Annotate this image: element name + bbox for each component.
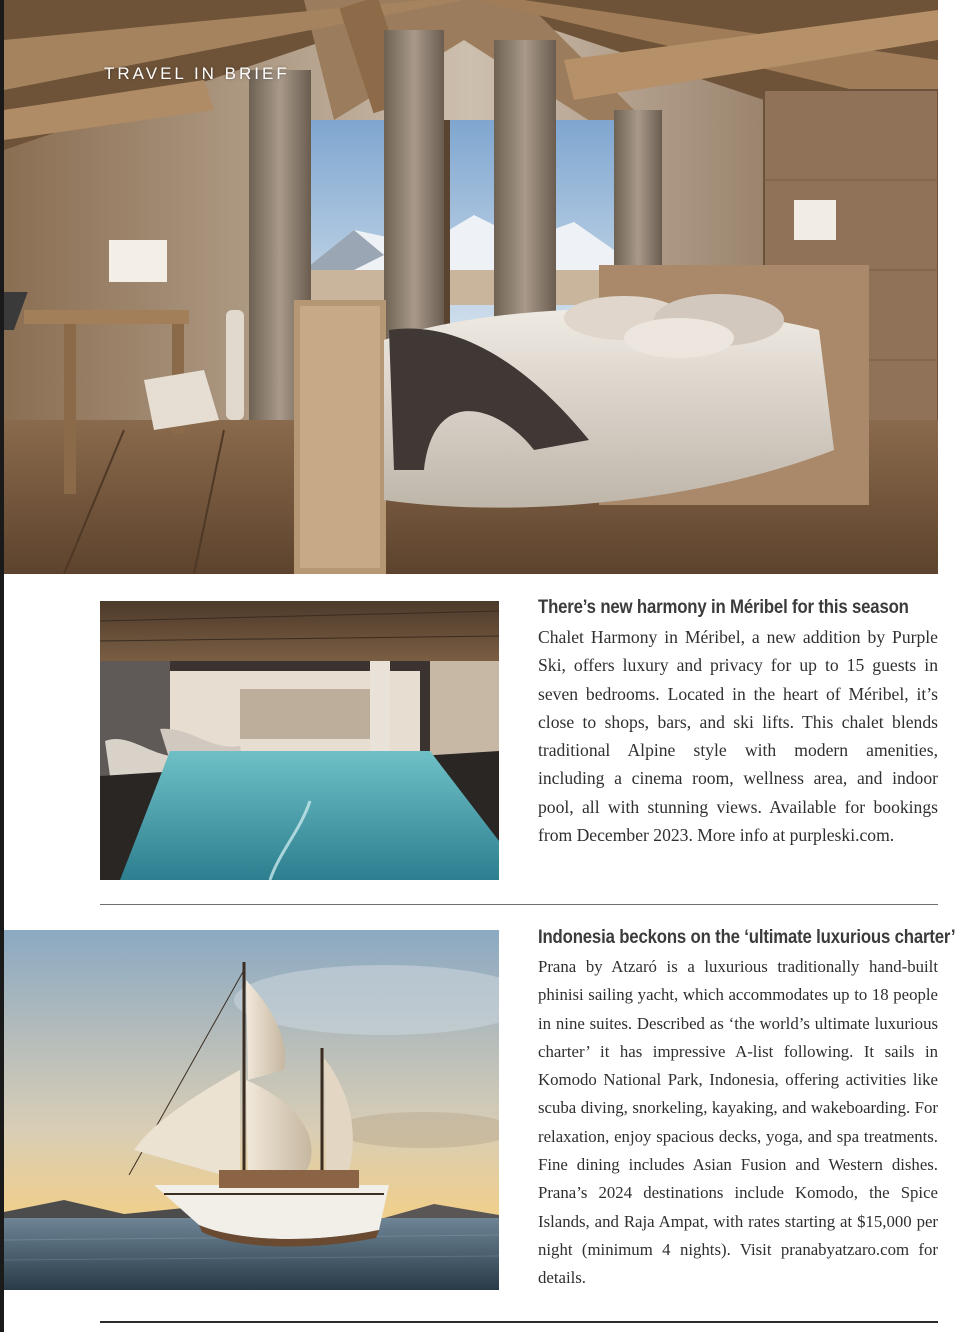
article-body: Prana by Atzaró is a luxurious traditionally hand-built phinisi sailing yacht, which accommodates up to 18 people in nine suites. Described as ‘the world’s ultimate luxurious charter’ it has impressive A-list following. It sails in Komodo National Park, Indonesia, offering activities like scuba diving, snorkeling, kayaking, and wakeboarding. For relaxation, enjoy spacious decks, yoga, and spa treatments. Fine dining includes Asian Fusion and Western dishes. Prana’s 2024 destinations include Komodo, the Spice Islands, and Raja Ampat, with rates starting at $15,000 per night (minimum 4 nights). Visit pranabyatzaro.com for details. [538, 957, 938, 1288]
article-body: Chalet Harmony in Méribel, a new addition by Purple Ski, offers luxury and privacy for up to 15 guests in seven bedrooms. Located in the heart of Méribel, it’s close to shops, bars, and ski lifts. This chalet blends traditional Alpine style with modern amenities, including a cinema room, wellness area, and indoor pool, all with stunning views. Available for bookings from December 2023. More info at purpleski.com. [538, 627, 938, 846]
article-meribel [538, 596, 938, 849]
yacht-photo [4, 930, 499, 1290]
article-headline: Indonesia beckons on the ‘ultimate luxurious charter’ [538, 926, 956, 948]
section-kicker: TRAVEL IN BRIEF [104, 64, 290, 83]
bottom-divider [100, 1321, 938, 1323]
article-headline: There’s new harmony in Méribel for this season [538, 596, 909, 618]
divider [100, 904, 938, 905]
article-indonesia [538, 926, 956, 1293]
pool-photo [100, 601, 499, 880]
hero-bedroom-photo [4, 0, 938, 574]
